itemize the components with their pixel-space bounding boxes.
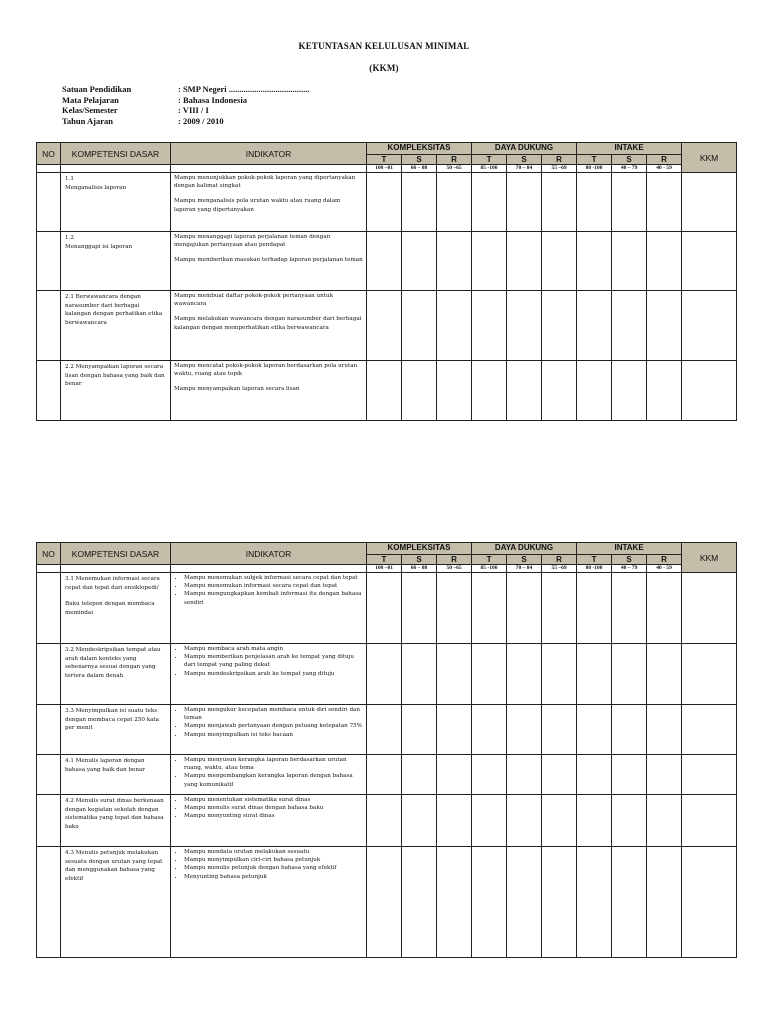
cell-no <box>37 173 61 232</box>
col-sub-header: S <box>507 555 542 565</box>
table-row <box>37 361 737 421</box>
score-cell <box>472 573 507 644</box>
range-label: 80 -100 <box>577 565 612 573</box>
range-label: 55 –69 <box>542 565 577 573</box>
score-cell <box>402 705 437 755</box>
table-row <box>37 847 737 958</box>
indikator-item: • Menyunting bahasa petunjuk <box>184 873 363 881</box>
score-cell <box>577 705 612 755</box>
score-cell <box>402 291 437 361</box>
score-cell <box>402 795 437 847</box>
kd-text: 4.1 Menulis laporan dengan bahasa yang baik dan benar <box>65 758 145 773</box>
score-cell <box>647 291 682 361</box>
kd-text: 2.1 Berwawancara dengan narasumber dari berbagai kalangan dengan perhatikan etika berwawancara <box>65 294 163 326</box>
score-cell <box>507 705 542 755</box>
col-sub-header: T <box>472 155 507 165</box>
range-label: 40 – 79 <box>612 565 647 573</box>
range-label: 100 –81 <box>367 165 402 173</box>
cell-indikator <box>171 573 367 644</box>
score-cell <box>437 795 472 847</box>
score-cell <box>612 232 647 291</box>
kd-text: 4.3 Menulis petunjuk melakukan sesuatu dengan urutan yang tepat dan menggunakan bahasa yang efektif <box>65 850 163 882</box>
table-row <box>37 644 737 705</box>
score-cell <box>437 361 472 421</box>
cell-indikator <box>171 291 367 361</box>
table-row <box>37 573 737 644</box>
col-sub-header: S <box>402 555 437 565</box>
cell-no <box>37 795 61 847</box>
score-cell <box>682 755 737 795</box>
score-cell <box>612 847 647 958</box>
cell <box>37 165 61 173</box>
kkm-table-2 <box>36 542 737 958</box>
col-sub-header: R <box>542 155 577 165</box>
score-cell <box>507 573 542 644</box>
table-row <box>37 795 737 847</box>
score-cell <box>507 847 542 958</box>
score-cell <box>682 291 737 361</box>
range-label: 40 - 59 <box>647 165 682 173</box>
table-row <box>37 173 737 232</box>
score-cell <box>402 847 437 958</box>
col-sub-header: R <box>437 555 472 565</box>
score-cell <box>542 361 577 421</box>
kd-text: 3.2 Mendeskripsikan tempat atau arah dalam konteks yang sebenarnya sesuai dengan yang tertera dalam denah <box>65 647 161 679</box>
cell-kompetensi <box>61 291 171 361</box>
meta-row-kelas: Kelas/Semester : VIII / I <box>62 105 209 115</box>
score-cell <box>542 795 577 847</box>
score-cell <box>577 573 612 644</box>
score-cell <box>437 232 472 291</box>
indikator-item: Mampu menunjukkan pokok-pokok laporan yang dipertanyakan dengan kalimat singkat <box>174 175 356 190</box>
kd-text: 1.2 <box>65 235 74 241</box>
col-sub-header: S <box>612 155 647 165</box>
score-cell <box>577 361 612 421</box>
indikator-item: Mampu melakukan wawancara dengan narasumber dari berbagai kalangan dengan memperhatikan etika berwawancara <box>174 316 362 331</box>
range-label: 70 – 84 <box>507 165 542 173</box>
document-meta <box>62 84 310 126</box>
col-sub-header: R <box>647 555 682 565</box>
indikator-item: • Mampu menentukan sistematika surat dinas <box>184 796 363 804</box>
table-row <box>37 232 737 291</box>
score-cell <box>577 847 612 958</box>
score-cell <box>577 755 612 795</box>
col-header-no: NO <box>37 143 61 165</box>
meta-row-satuan: Satuan Pendidikan : SMP Negeri ...................................... <box>62 84 310 94</box>
score-cell <box>647 705 682 755</box>
col-group-header: INTAKE <box>577 543 682 555</box>
col-group-header: INTAKE <box>577 143 682 155</box>
score-cell <box>507 361 542 421</box>
score-cell <box>472 291 507 361</box>
cell-indikator <box>171 232 367 291</box>
indikator-item: Mampu mencatat pokok-pokok laporan berdasarkan pola urutan waktu, ruang atau topik <box>174 363 358 378</box>
score-cell <box>647 755 682 795</box>
score-cell <box>682 795 737 847</box>
indikator-item: Mampu menganalisis pola urutan waktu atau ruang dalam laporan yang dipertanyakan <box>174 198 341 213</box>
score-cell <box>472 361 507 421</box>
cell <box>37 565 61 573</box>
cell-indikator <box>171 795 367 847</box>
score-cell <box>472 795 507 847</box>
range-label: 80 -100 <box>577 165 612 173</box>
score-cell <box>612 361 647 421</box>
score-cell <box>647 573 682 644</box>
score-cell <box>507 232 542 291</box>
cell-kompetensi <box>61 795 171 847</box>
score-cell <box>367 847 402 958</box>
col-sub-header: T <box>472 555 507 565</box>
score-cell <box>647 847 682 958</box>
score-cell <box>367 755 402 795</box>
indikator-item: • Mampu mendeskripsikan arah ke tempat yang dituju <box>184 670 363 678</box>
col-sub-header: T <box>577 555 612 565</box>
col-group-header: KOMPLEKSITAS <box>367 143 472 155</box>
kd-text: Buku telepon dengan membaca memindai <box>65 601 155 616</box>
score-cell <box>437 705 472 755</box>
score-cell <box>682 705 737 755</box>
score-cell <box>472 705 507 755</box>
score-cell <box>542 644 577 705</box>
range-label: 40 – 79 <box>612 165 647 173</box>
range-label: 50 –65 <box>437 565 472 573</box>
kd-text: Menanggapi isi laporan <box>65 243 133 250</box>
cell-kompetensi <box>61 755 171 795</box>
kd-text: 3.1 Menemukan informasi secara cepat dan tepat dari ensiklopedi/ <box>65 576 160 591</box>
score-cell <box>612 755 647 795</box>
range-label: 40 - 59 <box>647 565 682 573</box>
col-header-indikator: INDIKATOR <box>171 143 367 165</box>
range-label: 50 –65 <box>437 165 472 173</box>
indikator-item: Mampu menyampaikan laporan secara lisan <box>174 386 300 393</box>
cell-kompetensi <box>61 361 171 421</box>
cell <box>61 565 171 573</box>
cell-indikator <box>171 644 367 705</box>
score-cell <box>507 644 542 705</box>
meta-row-tahun: Tahun Ajaran : 2009 / 2010 <box>62 115 224 126</box>
score-cell <box>367 644 402 705</box>
indikator-item: • Mampu menjawab pertanyaan dengan peluang ketepatan 75% <box>184 722 363 730</box>
indikator-item: • Mampu menulis petunjuk dengan bahasa yang efektif <box>184 864 363 872</box>
score-cell <box>682 173 737 232</box>
cell-no <box>37 705 61 755</box>
meta-row-mapel: Mata Pelajaran : Bahasa Indonesia <box>62 94 247 105</box>
cell-kompetensi <box>61 173 171 232</box>
score-cell <box>682 232 737 291</box>
col-sub-header: R <box>647 155 682 165</box>
score-cell <box>542 232 577 291</box>
kkm-table-1 <box>36 142 737 421</box>
score-cell <box>542 755 577 795</box>
kd-text: 3.3 Menyimpulkan isi suatu teks dengan membaca cepat 250 kata per menit <box>65 708 160 731</box>
col-header-kd: KOMPETENSI DASAR <box>61 543 171 565</box>
range-label: 100 –81 <box>367 565 402 573</box>
score-cell <box>472 644 507 705</box>
page-subtitle: (KKM) <box>369 63 399 73</box>
range-label: 66 – 80 <box>402 165 437 173</box>
table-row <box>37 291 737 361</box>
score-cell <box>367 573 402 644</box>
score-cell <box>367 232 402 291</box>
col-header-no: NO <box>37 543 61 565</box>
range-label: 66 – 80 <box>402 565 437 573</box>
col-sub-header: S <box>402 155 437 165</box>
score-cell <box>682 361 737 421</box>
cell-indikator <box>171 361 367 421</box>
score-cell <box>577 173 612 232</box>
cell-no <box>37 232 61 291</box>
col-sub-header: S <box>612 555 647 565</box>
col-group-header: DAYA DUKUNG <box>472 143 577 155</box>
score-cell <box>647 361 682 421</box>
col-header-kd: KOMPETENSI DASAR <box>61 143 171 165</box>
cell-kompetensi <box>61 644 171 705</box>
score-cell <box>367 291 402 361</box>
col-header-indikator: INDIKATOR <box>171 543 367 565</box>
kd-text: 1.1 <box>65 176 74 182</box>
indikator-item: Mampu memberikan masukan terhadap laporan perjalanan teman <box>174 257 363 264</box>
indikator-item: • Mampu menemukan informasi secara cepat dan tepat <box>184 582 363 590</box>
indikator-item: • Mampu membaca arah mata angin <box>184 645 363 653</box>
cell-indikator <box>171 755 367 795</box>
score-cell <box>542 705 577 755</box>
score-cell <box>647 173 682 232</box>
score-cell <box>612 795 647 847</box>
score-cell <box>682 847 737 958</box>
score-cell <box>402 755 437 795</box>
indikator-item: • Mampu menulis surat dinas dengan bahasa baku <box>184 804 363 812</box>
cell <box>61 165 171 173</box>
score-cell <box>647 232 682 291</box>
score-cell <box>367 705 402 755</box>
score-cell <box>472 232 507 291</box>
col-group-header: DAYA DUKUNG <box>472 543 577 555</box>
score-cell <box>507 173 542 232</box>
score-cell <box>437 573 472 644</box>
score-cell <box>507 755 542 795</box>
kd-text: Menganalisis laporan <box>65 184 127 191</box>
score-cell <box>367 795 402 847</box>
cell-no <box>37 755 61 795</box>
col-sub-header: R <box>542 555 577 565</box>
score-cell <box>682 573 737 644</box>
score-cell <box>472 173 507 232</box>
score-cell <box>402 361 437 421</box>
cell-kompetensi <box>61 847 171 958</box>
indikator-item: • Mampu menyusun kerangka laporan berdasarkan urutan ruang, waktu, atau tema <box>184 756 363 772</box>
table-row <box>37 705 737 755</box>
score-cell <box>612 705 647 755</box>
range-label: 85 -100 <box>472 565 507 573</box>
kd-text: 2.2 Menyampaikan laporan secara lisan dengan bahasa yang baik dan benar <box>65 364 165 387</box>
score-cell <box>437 644 472 705</box>
col-sub-header: T <box>367 555 402 565</box>
col-sub-header: T <box>367 155 402 165</box>
score-cell <box>402 173 437 232</box>
cell-kompetensi <box>61 573 171 644</box>
indikator-item: • Mampu menyunting surat dinas <box>184 812 363 820</box>
score-cell <box>682 644 737 705</box>
cell-no <box>37 291 61 361</box>
score-cell <box>437 755 472 795</box>
col-header-kkm: KKM <box>682 543 737 573</box>
cell-kompetensi <box>61 232 171 291</box>
score-cell <box>402 573 437 644</box>
col-sub-header: S <box>507 155 542 165</box>
range-label: 70 – 84 <box>507 565 542 573</box>
score-cell <box>507 291 542 361</box>
kd-text: 4.2 Menulis surat dinas berkenaan dengan kegiatan sekolah dengan sistematika yang tepat dan bahasa baku <box>65 798 164 830</box>
score-cell <box>577 795 612 847</box>
score-cell <box>542 291 577 361</box>
col-group-header: KOMPLEKSITAS <box>367 543 472 555</box>
score-cell <box>577 644 612 705</box>
score-cell <box>472 847 507 958</box>
indikator-item: • Mampu mengungkapkan kembali informasi itu dengan bahasa sendiri <box>184 590 363 606</box>
col-sub-header: R <box>437 155 472 165</box>
score-cell <box>402 232 437 291</box>
cell-indikator <box>171 705 367 755</box>
score-cell <box>612 573 647 644</box>
indikator-item: • Mampu mengembangkan kerangka laporan dengan bahasa yang komunikatif <box>184 772 363 788</box>
cell-no <box>37 573 61 644</box>
range-label: 85 -100 <box>472 165 507 173</box>
cell <box>171 565 367 573</box>
score-cell <box>542 173 577 232</box>
indikator-item: • Mampu menyimpulkan isi teks bacaan <box>184 731 363 739</box>
cell-no <box>37 361 61 421</box>
indikator-item: • Mampu mengukur kecepatan membaca untuk diri sendiri dan teman <box>184 706 363 722</box>
range-label: 55 –69 <box>542 165 577 173</box>
score-cell <box>437 847 472 958</box>
cell <box>171 165 367 173</box>
page-title: KETUNTASAN KELULUSAN MINIMAL <box>298 41 470 51</box>
score-cell <box>367 173 402 232</box>
col-sub-header: T <box>577 155 612 165</box>
score-cell <box>612 291 647 361</box>
indikator-item: • Mampu menyimpulkan ciri-ciri bahasa petunjuk <box>184 856 363 864</box>
score-cell <box>367 361 402 421</box>
score-cell <box>577 232 612 291</box>
score-cell <box>507 795 542 847</box>
score-cell <box>437 173 472 232</box>
table-row <box>37 755 737 795</box>
score-cell <box>402 644 437 705</box>
score-cell <box>647 795 682 847</box>
cell-no <box>37 847 61 958</box>
indikator-item: • Mampu mendata urutan melakukan sesuatu <box>184 848 363 856</box>
cell-indikator <box>171 847 367 958</box>
score-cell <box>472 755 507 795</box>
score-cell <box>542 847 577 958</box>
score-cell <box>612 173 647 232</box>
cell-kompetensi <box>61 705 171 755</box>
score-cell <box>647 644 682 705</box>
score-cell <box>612 644 647 705</box>
indikator-item: • Mampu menemukan subjek informasi secara cepat dan tepat <box>184 574 363 582</box>
score-cell <box>577 291 612 361</box>
cell-indikator <box>171 173 367 232</box>
indikator-item: Mampu membuat daftar pokok-pokok pertanyaan untuk wawancara <box>174 293 333 308</box>
score-cell <box>542 573 577 644</box>
score-cell <box>437 291 472 361</box>
cell-no <box>37 644 61 705</box>
indikator-item: • Mampu memberikan penjelasan arah ke tempat yang dituju dari tempat yang paling dekat <box>184 653 363 669</box>
col-header-kkm: KKM <box>682 143 737 173</box>
indikator-item: Mampu menanggapi laporan perjalanan teman dengan mengajukan pertanyaan atau pendapat <box>174 234 331 249</box>
